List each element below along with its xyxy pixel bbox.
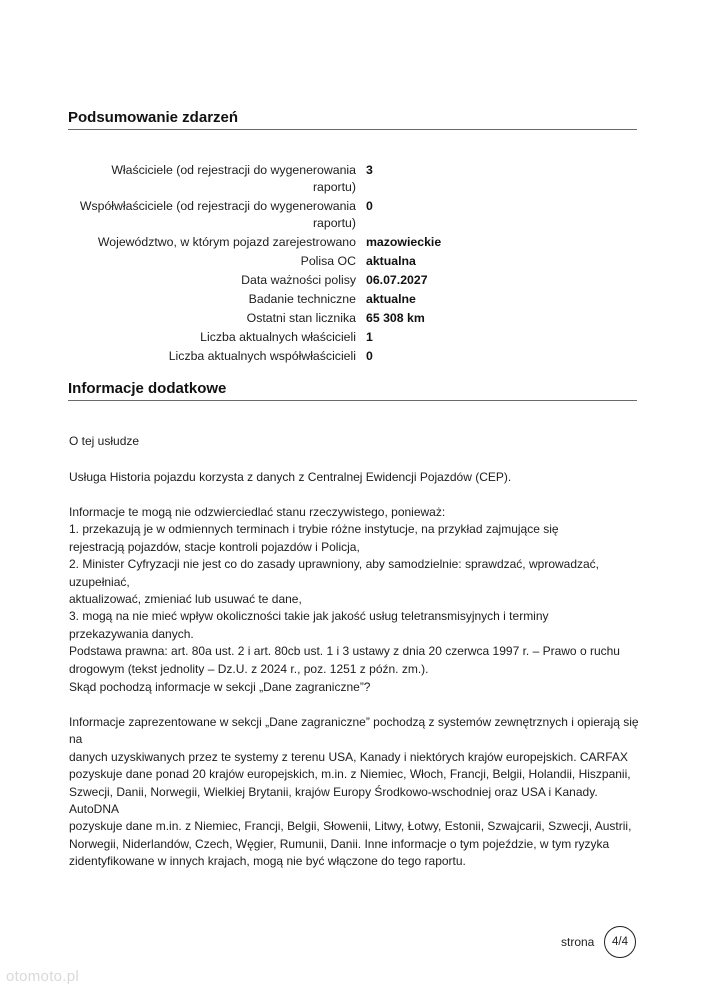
legal-basis-line: Podstawa prawna: art. 80a ust. 2 i art. 80cb ust. 1 i 3 ustawy z dnia 20 czerwca 1997 r. – Prawo o ruchu [69,644,620,659]
disclaimer-line: 3. mogą na nie mieć wpływ okoliczności takie jak jakość usług teletransmisyjnych i terminy [69,609,549,624]
about-service-intro: Usługa Historia pojazdu korzysta z danych z Centralnej Ewidencji Pojazdów (CEP). [69,470,512,484]
summary-label: Liczba aktualnych właścicieli [200,330,356,344]
summary-label: Współwłaściciele (od rejestracji do wygenerowania raportu) [79,199,356,230]
foreign-data-paragraph [69,714,644,871]
page-label: strona [561,935,595,949]
summary-value: 1 [366,330,373,344]
summary-section-title: Podsumowanie zdarzeń [68,109,637,130]
summary-row-current-owners [68,329,628,346]
summary-label: Liczba aktualnych współwłaścicieli [168,349,356,363]
summary-row-oc-policy [68,253,628,270]
foreign-data-line: Informacje zaprezentowane w sekcji „Dane zagraniczne” pochodzą z systemów zewnętrznych i opierają się na [69,715,639,747]
summary-value: aktualne [366,292,416,306]
foreign-data-heading: Skąd pochodzą informacje w sekcji „Dane zagraniczne”? [69,680,371,694]
summary-label: Polisa OC [300,254,356,268]
summary-row-co-owners [68,198,628,232]
summary-row-owners [68,162,628,196]
summary-label: Data ważności polisy [241,273,356,287]
foreign-data-line: pozyskuje dane m.in. z Niemiec, Francji, Belgii, Słowenii, Litwy, Łotwy, Estonii, Szwajcarii, Szwecji, Austrii, [69,819,632,834]
foreign-data-line: pozyskuje dane ponad 20 krajów europejskich, m.in. z Niemiec, Włoch, Francji, Belgii, Holandii, Hiszpanii, [69,767,631,782]
disclaimer-line: rejestracją pojazdów, stacje kontroli pojazdów i Policja, [69,539,360,554]
summary-value: mazowieckie [366,235,442,249]
disclaimer-line: przekazywania danych. [69,626,194,641]
summary-value: aktualna [366,254,416,268]
disclaimer-line: 2. Minister Cyfryzacji nie jest co do zasady uprawniony, aby samodzielnie: sprawdzać, wprowadzać, uzupełniać, [69,557,600,589]
summary-row-policy-expiry [68,272,628,289]
disclaimer-line: aktualizować, zmieniać lub usuwać te dane, [69,592,302,607]
about-service-heading: O tej usłudze [69,434,140,448]
summary-row-voivodeship [68,234,628,251]
summary-row-inspection [68,291,628,308]
summary-label: Województwo, w którym pojazd zarejestrowano [97,235,356,249]
disclaimer-line: Informacje te mogą nie odzwierciedlać stanu rzeczywistego, ponieważ: [69,505,446,519]
summary-value: 0 [366,199,373,213]
summary-value: 0 [366,349,373,363]
summary-label: Ostatni stan licznika [246,311,356,325]
summary-value: 65 308 km [366,311,425,325]
additional-info-section-title: Informacje dodatkowe [68,380,637,401]
foreign-data-line: Norwegii, Niderlandów, Czech, Węgier, Rumunii, Danii. Inne informacje o tym pojeździe, w tym ryzyka [69,836,610,851]
page-number-badge [604,926,636,958]
summary-value: 3 [366,163,373,177]
summary-label: Właściciele (od rejestracji do wygenerowania raportu) [111,163,356,194]
summary-value: 06.07.2027 [366,273,428,287]
legal-basis-line: drogowym (tekst jednolity – Dz.U. z 2024 r., poz. 1251 z późn. zm.). [69,661,429,676]
disclaimer-line: 1. przekazują je w odmiennych terminach i trybie różne instytucje, na przykład zajmujące się [69,522,559,537]
data-disclaimer [69,504,644,678]
summary-row-current-co-owners [68,348,628,365]
foreign-data-line: Szwecji, Danii, Norwegii, Wielkiej Brytanii, krajów Europy Środkowo-wschodniej oraz USA i Kanady. AutoDNA [69,784,598,817]
foreign-data-line: zidentyfikowane w innych krajach, mogą nie być włączone do tego raportu. [69,854,466,869]
summary-label: Badanie techniczne [248,292,356,306]
page-number: 4/4 [612,936,628,948]
watermark-logo: otomoto.pl [6,968,80,985]
foreign-data-line: danych uzyskiwanych przez te systemy z terenu USA, Kanady i niektórych krajów europejskich. CARFAX [69,749,628,764]
summary-table [68,162,628,367]
summary-row-odometer [68,310,628,327]
